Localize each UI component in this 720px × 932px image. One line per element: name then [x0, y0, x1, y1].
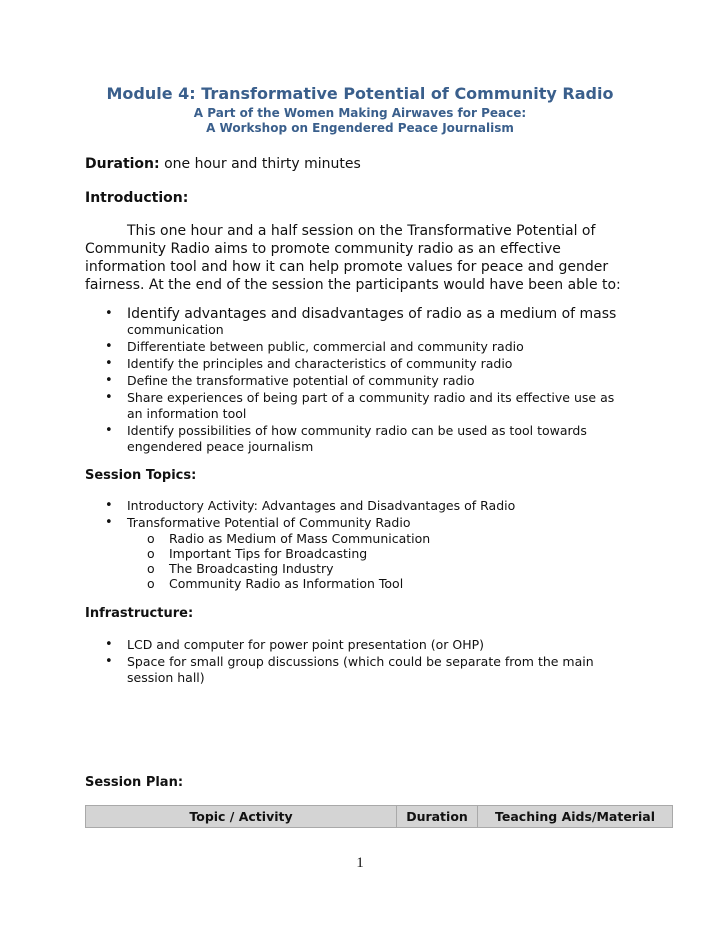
objective-text: Define the transformative potential of community radio — [127, 373, 475, 388]
objective-item — [85, 373, 645, 389]
objective-item — [85, 356, 645, 372]
subitem-text: Radio as Medium of Mass Communication — [169, 531, 431, 546]
objective-text: Identify advantages and disadvantages of radio as a medium of mass — [127, 306, 617, 322]
topic-subitem — [147, 531, 430, 546]
intro-line: This one hour and a half session on the Transformative Potential of — [127, 223, 596, 239]
topic-subitem — [147, 561, 430, 576]
objective-text-cont: engendered peace journalism — [127, 439, 314, 454]
bullet-icon: • — [105, 390, 113, 405]
subitem-text: Community Radio as Information Tool — [169, 576, 404, 591]
bullet-icon: • — [105, 339, 113, 354]
column-header-topic: Topic / Activity — [86, 806, 397, 828]
module-title: Module 4: Transformative Potential of Community Radio — [106, 84, 614, 103]
infrastructure-item — [85, 637, 645, 653]
introduction-heading: Introduction: — [85, 190, 189, 206]
intro-line: information tool and how it can help promote values for peace and gender — [85, 259, 609, 275]
bullet-icon: • — [105, 423, 113, 438]
subitem-text: Important Tips for Broadcasting — [169, 546, 368, 561]
subtitle-line-2: A Workshop on Engendered Peace Journalism — [206, 121, 514, 135]
intro-line: fairness. At the end of the session the participants would have been able to: — [85, 277, 621, 293]
objective-item — [85, 390, 645, 422]
topic-item — [85, 515, 645, 531]
objective-item — [85, 423, 645, 455]
objectives-list — [85, 306, 645, 456]
bullet-icon: • — [105, 654, 113, 669]
topic-subitem — [147, 576, 430, 591]
bullet-icon: • — [105, 515, 113, 530]
infrastructure-text: LCD and computer for power point presentation (or OHP) — [127, 637, 485, 652]
topic-text: Introductory Activity: Advantages and Disadvantages of Radio — [127, 498, 516, 513]
objective-item — [85, 339, 645, 355]
infrastructure-text-cont: session hall) — [127, 670, 205, 685]
duration-line — [85, 156, 361, 172]
objective-text-cont: an information tool — [127, 406, 247, 421]
introduction-paragraph — [85, 222, 645, 294]
column-header-duration: Duration — [397, 806, 478, 828]
circle-bullet-icon: o — [147, 561, 155, 576]
session-topics-heading: Session Topics: — [85, 468, 197, 483]
bullet-icon: • — [105, 356, 113, 371]
objective-text-cont: communication — [127, 322, 224, 337]
page-number: 1 — [356, 855, 364, 871]
duration-value: one hour and thirty minutes — [164, 156, 361, 172]
table-header-row — [86, 806, 673, 828]
infrastructure-text: Space for small group discussions (which could be separate from the main — [127, 654, 594, 669]
infrastructure-heading: Infrastructure: — [85, 606, 194, 621]
objective-text: Identify the principles and characteristics of community radio — [127, 356, 513, 371]
circle-bullet-icon: o — [147, 546, 155, 561]
topic-subitems-list — [147, 531, 430, 591]
objective-text: Differentiate between public, commercial and community radio — [127, 339, 524, 354]
circle-bullet-icon: o — [147, 576, 155, 591]
session-plan-table — [85, 805, 673, 828]
column-header-teaching-aids: Teaching Aids/Material — [478, 806, 673, 828]
topic-subitem — [147, 546, 430, 561]
circle-bullet-icon: o — [147, 531, 155, 546]
intro-line: Community Radio aims to promote community radio as an effective — [85, 241, 561, 257]
session-plan-heading: Session Plan: — [85, 775, 184, 790]
bullet-icon: • — [105, 373, 113, 388]
bullet-icon: • — [105, 306, 113, 321]
topic-item — [85, 498, 645, 514]
objective-item — [85, 306, 645, 338]
bullet-icon: • — [105, 637, 113, 652]
bullet-icon: • — [105, 498, 113, 513]
topic-text: Transformative Potential of Community Radio — [127, 515, 411, 530]
objective-text: Identify possibilities of how community radio can be used as tool towards — [127, 423, 587, 438]
subtitle-line-1: A Part of the Women Making Airwaves for Peace: — [193, 106, 527, 120]
duration-label: Duration: — [85, 156, 160, 172]
infrastructure-list — [85, 637, 645, 687]
objective-text: Share experiences of being part of a community radio and its effective use as — [127, 390, 615, 405]
session-topics-list — [85, 498, 645, 532]
infrastructure-item — [85, 654, 645, 686]
subitem-text: The Broadcasting Industry — [169, 561, 334, 576]
